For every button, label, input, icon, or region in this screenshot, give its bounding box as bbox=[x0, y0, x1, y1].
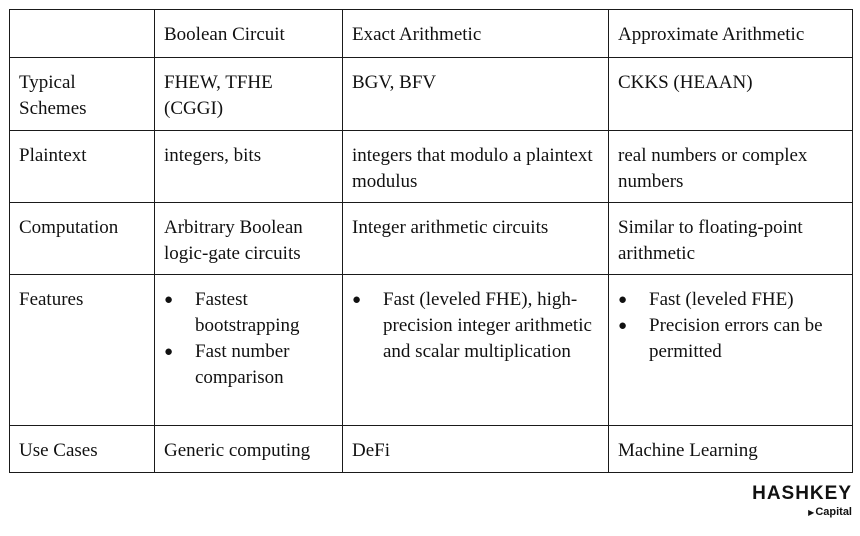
row-label-computation: Computation bbox=[10, 203, 155, 275]
list-item: ● Fast (leveled FHE), high-precision integer arithmetic and scalar multiplication bbox=[352, 287, 600, 365]
header-cell-empty bbox=[10, 10, 155, 58]
brand-sub-line bbox=[752, 505, 852, 520]
cell-schemes-exact: BGV, BFV bbox=[343, 58, 609, 131]
cell-schemes-approximate: CKKS (HEAAN) bbox=[609, 58, 853, 131]
table-row-computation bbox=[10, 203, 853, 275]
row-label-typical-schemes: Typical Schemes bbox=[10, 58, 155, 131]
features-boolean-list bbox=[164, 287, 334, 391]
table-row-use-cases bbox=[10, 426, 853, 473]
table-row-plaintext bbox=[10, 131, 853, 203]
cell-features-boolean bbox=[155, 275, 343, 426]
brand-logo bbox=[752, 484, 852, 520]
play-arrow-icon: ▶ bbox=[808, 508, 815, 517]
cell-features-exact bbox=[343, 275, 609, 426]
cell-usecases-approximate: Machine Learning bbox=[609, 426, 853, 473]
cell-features-approximate bbox=[609, 275, 853, 426]
cell-plaintext-boolean: integers, bits bbox=[155, 131, 343, 203]
row-label-use-cases: Use Cases bbox=[10, 426, 155, 473]
header-cell-exact-arithmetic: Exact Arithmetic bbox=[343, 10, 609, 58]
cell-computation-exact: Integer arithmetic circuits bbox=[343, 203, 609, 275]
brand-name: HASHKEY bbox=[752, 483, 852, 504]
fhe-comparison-table bbox=[9, 9, 853, 473]
list-item: ● Fast (leveled FHE) bbox=[618, 287, 844, 313]
cell-usecases-boolean: Generic computing bbox=[155, 426, 343, 473]
row-label-features: Features bbox=[10, 275, 155, 426]
cell-plaintext-approximate: real numbers or complex numbers bbox=[609, 131, 853, 203]
features-exact-list bbox=[352, 287, 600, 365]
list-item: ● Fast number comparison bbox=[164, 339, 334, 391]
table-row-features bbox=[10, 275, 853, 426]
list-item: ● Precision errors can be permitted bbox=[618, 313, 844, 365]
table-header-row bbox=[10, 10, 853, 58]
features-approximate-list bbox=[618, 287, 844, 365]
list-item: ● Fastest bootstrapping bbox=[164, 287, 334, 339]
cell-plaintext-exact: integers that modulo a plaintext modulus bbox=[343, 131, 609, 203]
header-cell-approximate-arithmetic: Approximate Arithmetic bbox=[609, 10, 853, 58]
row-label-plaintext: Plaintext bbox=[10, 131, 155, 203]
comparison-table-wrapper bbox=[9, 9, 852, 473]
header-cell-boolean-circuit: Boolean Circuit bbox=[155, 10, 343, 58]
table-row-typical-schemes bbox=[10, 58, 853, 131]
cell-computation-boolean: Arbitrary Boolean logic-gate circuits bbox=[155, 203, 343, 275]
cell-computation-approximate: Similar to floating-point arithmetic bbox=[609, 203, 853, 275]
cell-schemes-boolean: FHEW, TFHE (CGGI) bbox=[155, 58, 343, 131]
cell-usecases-exact: DeFi bbox=[343, 426, 609, 473]
brand-sub: Capital bbox=[815, 506, 852, 518]
